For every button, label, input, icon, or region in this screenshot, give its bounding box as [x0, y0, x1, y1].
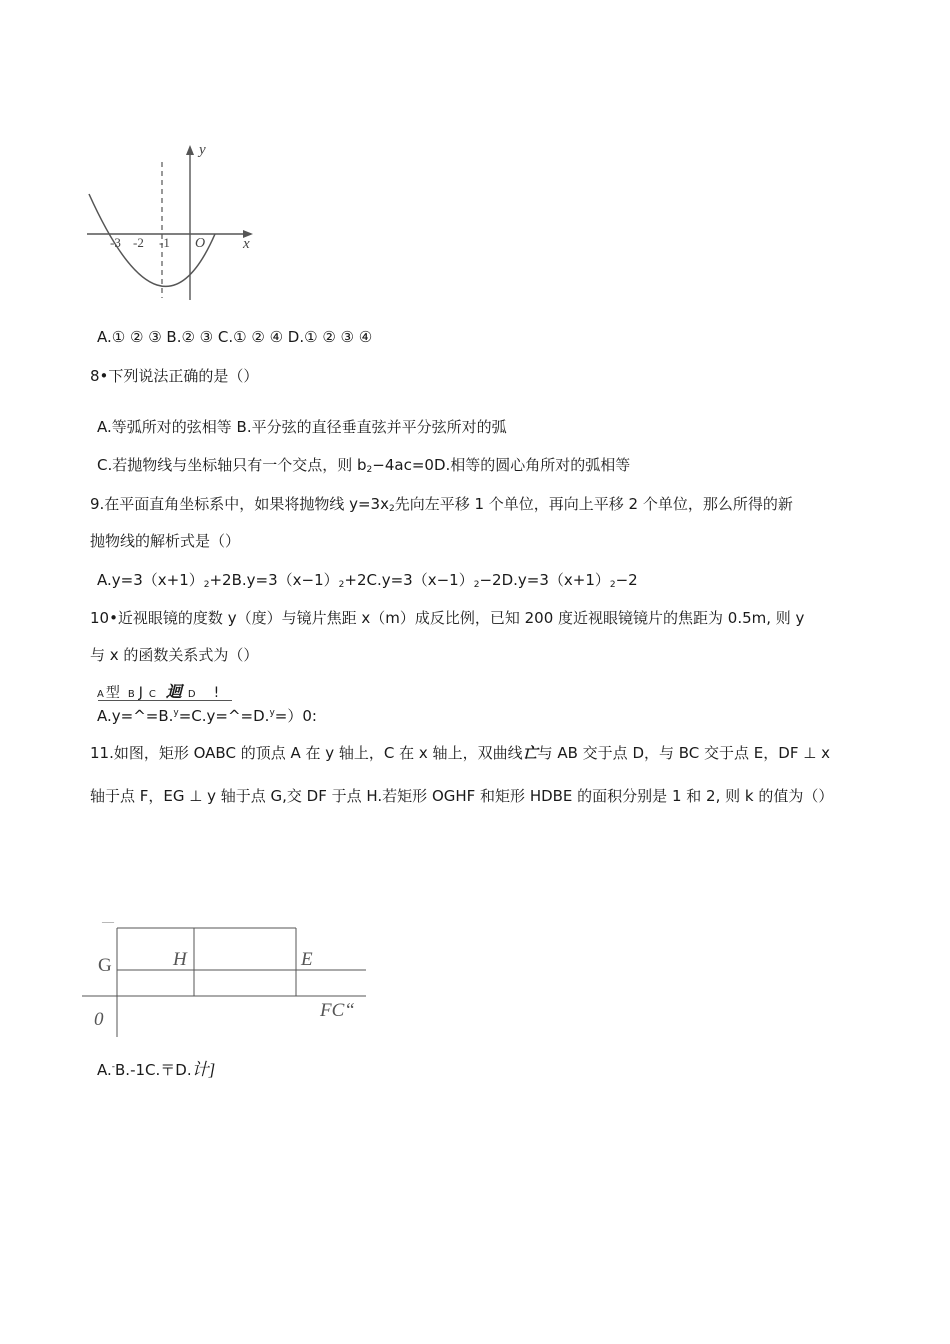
- label-E: E: [301, 949, 313, 970]
- q8-options-line2-a: C.若抛物线与坐标轴只有一个交点，则 b: [97, 456, 367, 474]
- q9-options: [97, 570, 638, 595]
- q10-stem-line2: 与 x 的函数关系式为（）: [90, 646, 259, 664]
- rectangle-figure: [80, 915, 380, 1045]
- parabola-graph: [85, 138, 265, 306]
- y-axis-arrow: [186, 145, 194, 155]
- q9-opt-a: A.y=3（x+1）: [97, 571, 204, 589]
- q11-opt-d: D.: [175, 1061, 192, 1079]
- q10-g-e: C: [148, 689, 156, 700]
- q10-gb-b: =C.y=^=D.: [178, 707, 270, 725]
- q10-gb-a: A.y=^=B.: [97, 707, 174, 725]
- label-G: G: [98, 955, 112, 976]
- q10-garbled-bottom: [97, 703, 317, 726]
- q11-opt-glyph-c: 〒: [160, 1061, 176, 1079]
- q10-g-a: A: [97, 689, 104, 700]
- q10-gb-sup1: y: [173, 708, 179, 718]
- q11-stem-line1: [90, 743, 830, 763]
- q10-g-c: B: [127, 689, 135, 700]
- q9-stem-a: 9.在平面直角坐标系中，如果将抛物线 y=3x: [90, 495, 389, 513]
- q10-g-f: 迴: [165, 682, 182, 701]
- q11-opt-glyph-d: 计]: [191, 1060, 216, 1079]
- q11-stem-glyph: 亡: [522, 744, 538, 762]
- tick-label-neg3: -3: [110, 235, 121, 250]
- q11-opt-a: A.: [97, 1061, 112, 1079]
- q11-opt-a-mark: -: [111, 1062, 116, 1072]
- q7-options: A.① ② ③ B.② ③ C.① ② ④ D.① ② ③ ④: [97, 328, 373, 346]
- q8-options-line2-b: −4ac=0D.相等的圆心角所对的弧相等: [372, 456, 631, 474]
- q9-opt-d-sub: 2: [609, 580, 616, 590]
- q10-g-b: 型: [105, 685, 120, 701]
- q9-opt-c-sub: 2: [473, 580, 480, 590]
- q9-opt-d: −2D.y=3（x+1）: [479, 571, 610, 589]
- label-FC: FC“: [320, 1000, 355, 1021]
- q9-stem-b: 先向左平移 1 个单位，再向上平移 2 个单位，那么所得的新: [394, 495, 793, 513]
- q11-stem-b: 与 AB 交于点 D，与 BC 交于点 E，DF ⊥ x: [537, 744, 830, 762]
- q11-options: [97, 1057, 215, 1080]
- q10-g-g: D: [187, 689, 196, 700]
- q11-opt-mid: B.-1C.: [115, 1061, 161, 1079]
- label-H: H: [173, 949, 187, 970]
- q8-options-line2-sub: 2: [366, 465, 373, 475]
- tick-label-neg2: -2: [133, 235, 144, 250]
- q9-opt-a-sub: 2: [203, 580, 210, 590]
- q11-stem-line2: 轴于点 F，EG ⊥ y 轴于点 G,交 DF 于点 H.若矩形 OGHF 和矩形 HDBE 的面积分别是 1 和 2, 则 k 的值为（）: [90, 787, 834, 805]
- x-axis-label: x: [243, 236, 250, 252]
- label-O: 0: [94, 1009, 104, 1030]
- q9-opt-b-sub: 2: [338, 580, 345, 590]
- q9-opt-c: +2C.y=3（x−1）: [344, 571, 474, 589]
- q10-g-h: !: [213, 685, 220, 701]
- y-axis-label: y: [199, 142, 206, 158]
- q9-opt-b: +2B.y=3（x−1）: [209, 571, 339, 589]
- origin-label: O: [195, 236, 206, 251]
- q10-g-d: J: [138, 685, 143, 701]
- q8-options-line2: [97, 455, 630, 480]
- q10-gb-c: =）0:: [274, 707, 317, 725]
- q9-stem-sub: 2: [388, 504, 395, 514]
- q10-gb-sup2: y: [269, 708, 275, 718]
- q8-options-line1: A.等弧所对的弦相等 B.平分弦的直径垂直弦并平分弦所对的弧: [97, 418, 507, 436]
- q11-stem-a: 11.如图，矩形 OABC 的顶点 A 在 y 轴上，C 在 x 轴上，双曲线: [90, 744, 523, 762]
- dash-mark: —: [102, 915, 114, 928]
- q9-stem-line1: [90, 494, 793, 519]
- tick-label-neg1: -1: [159, 235, 170, 250]
- q9-opt-e: −2: [615, 571, 638, 589]
- q10-stem-line1: 10•近视眼镜的度数 y（度）与镜片焦距 x（m）成反比例，已知 200 度近视眼镜镜片的焦距为 0.5m, 则 y: [90, 609, 805, 627]
- q10-garbled-top-rule: [98, 700, 232, 701]
- q9-stem-line2: 抛物线的解析式是（）: [90, 532, 241, 550]
- q8-stem: 8•下列说法正确的是（）: [90, 367, 259, 385]
